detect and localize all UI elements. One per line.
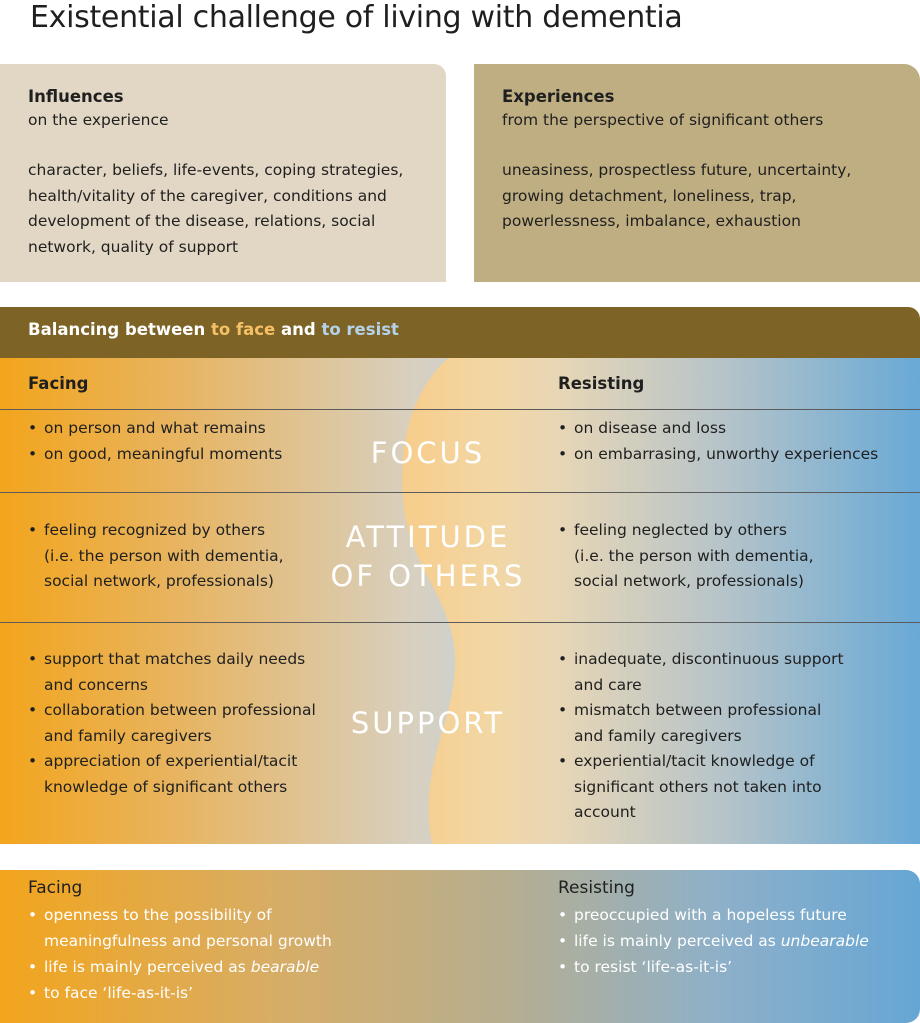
support-label: SUPPORT [350, 706, 506, 740]
balance-header-bar [0, 307, 920, 358]
unbearable-emphasis: unbearable [780, 932, 869, 950]
balance-title [28, 320, 399, 339]
experiences-line: powerlessness, imbalance, exhaustion [502, 212, 801, 230]
experiences-box [474, 64, 920, 282]
list-item: • openness to the possibility of meaningfulness and personal growth [28, 902, 332, 954]
focus-resisting-list [558, 416, 878, 467]
outcome-resisting-list [558, 902, 869, 980]
balance-resist-label: to resist [321, 320, 399, 339]
balance-gradient-panel [0, 358, 920, 844]
list-item: • feeling neglected by others (i.e. the person with dementia, social network, professionals) [558, 518, 814, 595]
list-item: • mismatch between professional and family caregivers [558, 698, 844, 749]
list-item: • feeling recognized by others (i.e. the person with dementia, social network, professionals) [28, 518, 284, 595]
influences-line: character, beliefs, life-events, coping strategies, [28, 161, 404, 179]
attitude-facing-list [28, 518, 284, 595]
balance-middle: and [275, 320, 322, 339]
influences-line: health/vitality of the caregiver, conditions and [28, 186, 387, 205]
list-item: • life is mainly perceived as bearable [28, 954, 332, 980]
influences-line: network, quality of support [28, 237, 239, 256]
experiences-line: uneasiness, prospectless future, uncertainty, [502, 161, 852, 179]
attitude-of-others-label: ATTITUDE OF OTHERS [330, 520, 526, 593]
experiences-line: growing detachment, loneliness, trap, [502, 186, 797, 205]
facing-column-header: Facing [28, 374, 89, 393]
influences-subheading: on the experience [28, 111, 169, 129]
balance-face-label: to face [211, 320, 276, 339]
focus-label: FOCUS [370, 436, 486, 470]
list-item: • on disease and loss [558, 416, 878, 442]
list-item: • preoccupied with a hopeless future [558, 902, 869, 928]
list-item: • on embarrasing, unworthy experiences [558, 442, 878, 468]
list-item: • appreciation of experiential/tacit knowledge of significant others [28, 749, 316, 800]
influences-box [0, 64, 446, 282]
experiences-heading: Experiences [502, 87, 615, 106]
resisting-column-header: Resisting [558, 374, 645, 393]
list-item: • on good, meaningful moments [28, 442, 282, 468]
bearable-emphasis: bearable [250, 958, 320, 976]
list-item: • experiential/tacit knowledge of significant others not taken into account [558, 749, 844, 826]
experiences-subheading: from the perspective of significant others [502, 111, 824, 129]
focus-facing-list [28, 416, 282, 467]
influences-text [28, 158, 418, 260]
outcome-facing-list [28, 902, 332, 1006]
list-item: • support that matches daily needs and concerns [28, 647, 316, 698]
support-facing-list [28, 647, 316, 800]
list-item: • life is mainly perceived as unbearable [558, 928, 869, 954]
influences-heading: Influences [28, 87, 124, 106]
list-item: • collaboration between professional and family caregivers [28, 698, 316, 749]
list-item: • on person and what remains [28, 416, 282, 442]
attitude-resisting-list [558, 518, 814, 595]
section-divider [0, 492, 920, 493]
list-item: • to face ‘life-as-it-is’ [28, 980, 332, 1006]
outcome-box [0, 870, 920, 1023]
section-divider [0, 409, 920, 410]
page-title: Existential challenge of living with dementia [30, 0, 683, 35]
experiences-text [502, 158, 892, 235]
list-item: • inadequate, discontinuous support and care [558, 647, 844, 698]
support-resisting-list [558, 647, 844, 826]
balance-prefix: Balancing between [28, 320, 211, 339]
influences-line: development of the disease, relations, social [28, 212, 376, 230]
outcome-facing-heading: Facing [28, 878, 83, 898]
outcome-resisting-heading: Resisting [558, 878, 635, 898]
section-divider [0, 622, 920, 623]
list-item: • to resist ‘life-as-it-is’ [558, 954, 869, 980]
